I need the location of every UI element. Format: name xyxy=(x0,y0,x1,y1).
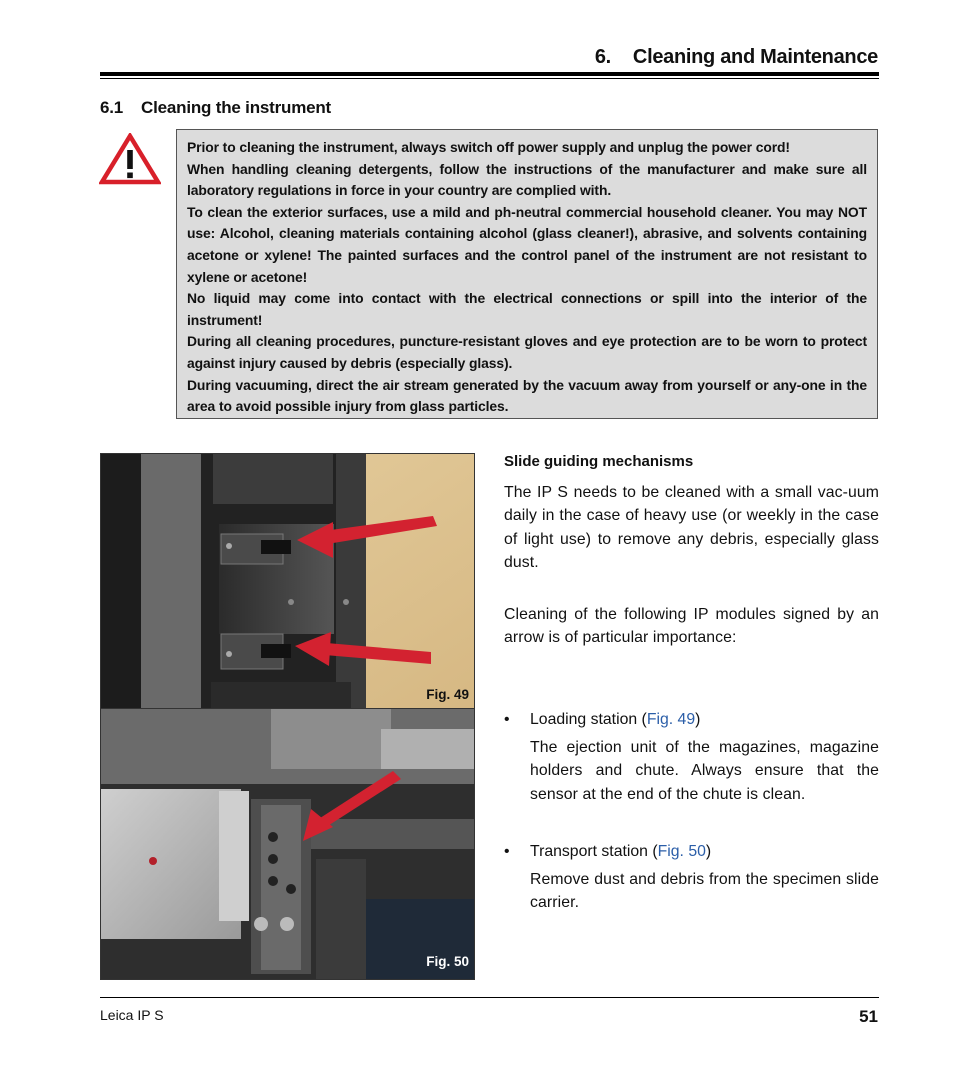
chapter-number: 6. xyxy=(594,46,611,68)
figure-49-link[interactable]: Fig. 49 xyxy=(646,711,696,728)
footer-product: Leica IP S xyxy=(100,1007,164,1023)
header-rule-thin xyxy=(100,78,879,79)
bullet-loading-station xyxy=(504,708,700,731)
bullet-transport-station xyxy=(504,840,711,863)
section-title-text: Cleaning the instrument xyxy=(141,98,332,117)
section-number: 6.1 xyxy=(100,98,124,117)
section-title xyxy=(100,98,331,118)
warning-paragraph: To clean the exterior surfaces, use a mild and ph-neutral commercial household cleaner. You may NOT use: Alcohol, cleaning materials containing alcohol (glass cleaner!), abrasive, and solvents containing acetone or xylene! The painted surfaces and the control panel of the instrument are not resistant to xylene or acetone! xyxy=(187,203,867,285)
header-rule xyxy=(100,72,879,76)
warning-box xyxy=(176,129,878,419)
bullet-label: Loading station ( xyxy=(530,711,647,728)
bullet-marker: • xyxy=(504,843,510,860)
chapter-title-text: Cleaning and Maintenance xyxy=(632,46,878,68)
warning-paragraph: Prior to cleaning the instrument, always switch off power supply and unplug the power cord! xyxy=(187,139,790,155)
bullet-marker: • xyxy=(504,711,510,728)
warning-paragraph: During all cleaning procedures, puncture-resistant gloves and eye protection are to be worn to protect against injury caused by debris (especially glass). xyxy=(187,333,867,371)
warning-paragraph: During vacuuming, direct the air stream generated by the vacuum away from yourself or any-one in the area to avoid possible injury from glass particles. xyxy=(187,376,867,415)
figure-50-link[interactable]: Fig. 50 xyxy=(657,843,706,860)
figure-49-photo xyxy=(100,453,475,709)
bullet-close: ) xyxy=(695,711,701,728)
warning-paragraph: No liquid may come into contact with the electrical connections or spill into the interior of the instrument! xyxy=(187,290,867,328)
bullet-description: Remove dust and debris from the specimen slide carrier. xyxy=(530,871,879,912)
warning-paragraph: When handling cleaning detergents, follow the instructions of the manufacturer and make sure all laboratory regulations in force in your country are complied with. xyxy=(187,160,867,199)
footer-rule xyxy=(100,997,879,998)
page-number: 51 xyxy=(859,1007,878,1026)
chapter-title xyxy=(595,46,878,69)
bullet-label: Transport station ( xyxy=(530,843,658,860)
bullet-description: The ejection unit of the magazines, magazine holders and chute. Always ensure that the sensor at the end of the chute is clean. xyxy=(530,739,879,803)
figure-49-label: Fig. 49 xyxy=(426,687,469,702)
figure-50-photo xyxy=(100,708,475,980)
warning-triangle-icon xyxy=(99,133,161,185)
body-paragraph: The IP S needs to be cleaned with a small vac-uum daily in the case of heavy use (or weekly in the case of light use) to remove any debris, especially glass dust. xyxy=(504,484,879,571)
body-paragraph: Cleaning of the following IP modules signed by an arrow is of particular importance: xyxy=(504,606,879,647)
subheading: Slide guiding mechanisms xyxy=(504,453,694,470)
figure-50-label: Fig. 50 xyxy=(426,954,469,969)
bullet-close: ) xyxy=(705,843,712,860)
